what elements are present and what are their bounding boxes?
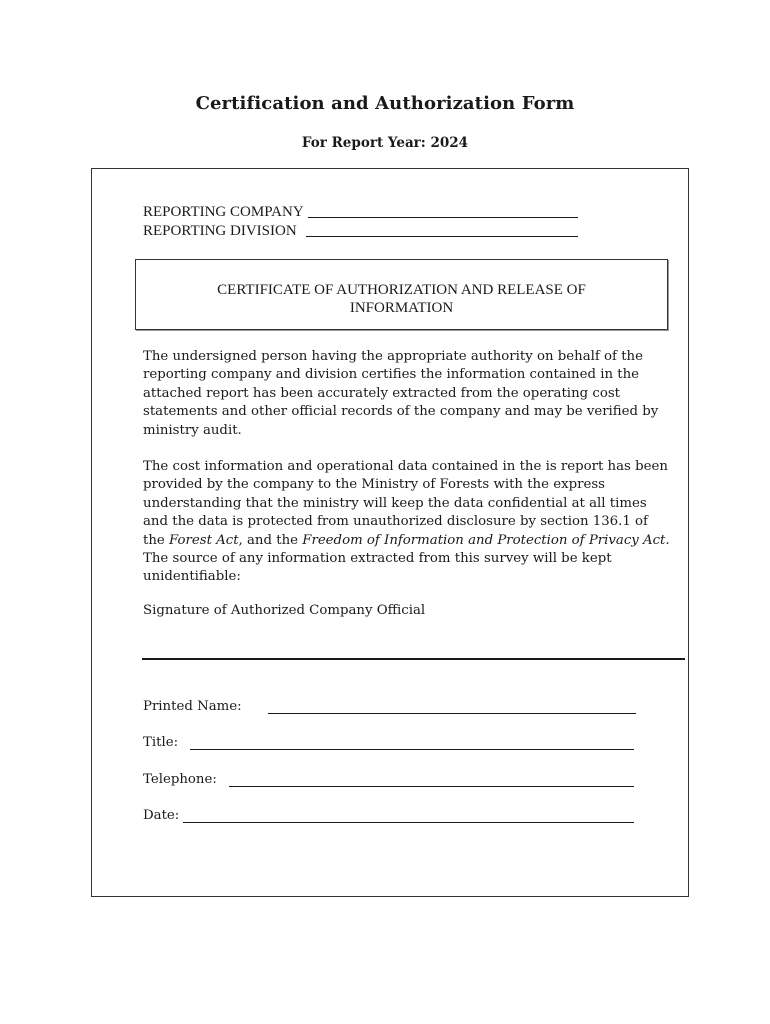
printed-name-label: Printed Name: <box>143 699 242 714</box>
report-year: For Report Year: 2024 <box>301 135 469 151</box>
forest-act-reference: Forest Act <box>169 532 239 548</box>
signature-label: Signature of Authorized Company Official <box>143 603 426 618</box>
reporting-division-label: REPORTING DIVISION <box>143 223 297 239</box>
title-input[interactable] <box>190 749 634 750</box>
reporting-company-input[interactable] <box>308 216 578 218</box>
certificate-heading: CERTIFICATE OF AUTHORIZATION AND RELEASE OF INFORMATION <box>217 282 586 316</box>
date-input[interactable] <box>183 822 634 823</box>
signature-line[interactable] <box>142 658 685 660</box>
certificate-box <box>135 259 668 330</box>
telephone-input[interactable] <box>229 786 634 787</box>
foippa-reference: Freedom of Information and Protection of Privacy Act. <box>302 532 670 548</box>
certification-paragraph: The undersigned person having the appropriate authority on behalf of the reporting company and division certifies the information contained in the attached report has been accurately extracted from the operating cost statements and other official records of the company and may be verified by ministry audit. <box>143 349 659 438</box>
confidentiality-text-3: The source of any information extracted from this survey will be kept unidentifiable: <box>143 551 612 585</box>
confidentiality-text-1: The cost information and operational data contained in the is report has been provided by the company to the Ministry of Forests with the express understanding that the ministry will keep the data confidential at all times and the data is protected from unauthorized disclosure by section 136.1 of the <box>143 459 668 548</box>
reporting-division-input[interactable] <box>306 235 578 237</box>
telephone-label: Telephone: <box>143 772 217 787</box>
printed-name-input[interactable] <box>268 713 636 714</box>
title-label: Title: <box>143 735 179 750</box>
reporting-division-field <box>143 223 578 240</box>
reporting-company-label: REPORTING COMPANY <box>143 204 304 220</box>
reporting-company-field <box>143 204 578 221</box>
date-label: Date: <box>143 808 180 823</box>
confidentiality-text-2: , and the <box>238 532 303 548</box>
confidentiality-paragraph <box>143 458 673 587</box>
form-title: Certification and Authorization Form <box>195 93 575 114</box>
